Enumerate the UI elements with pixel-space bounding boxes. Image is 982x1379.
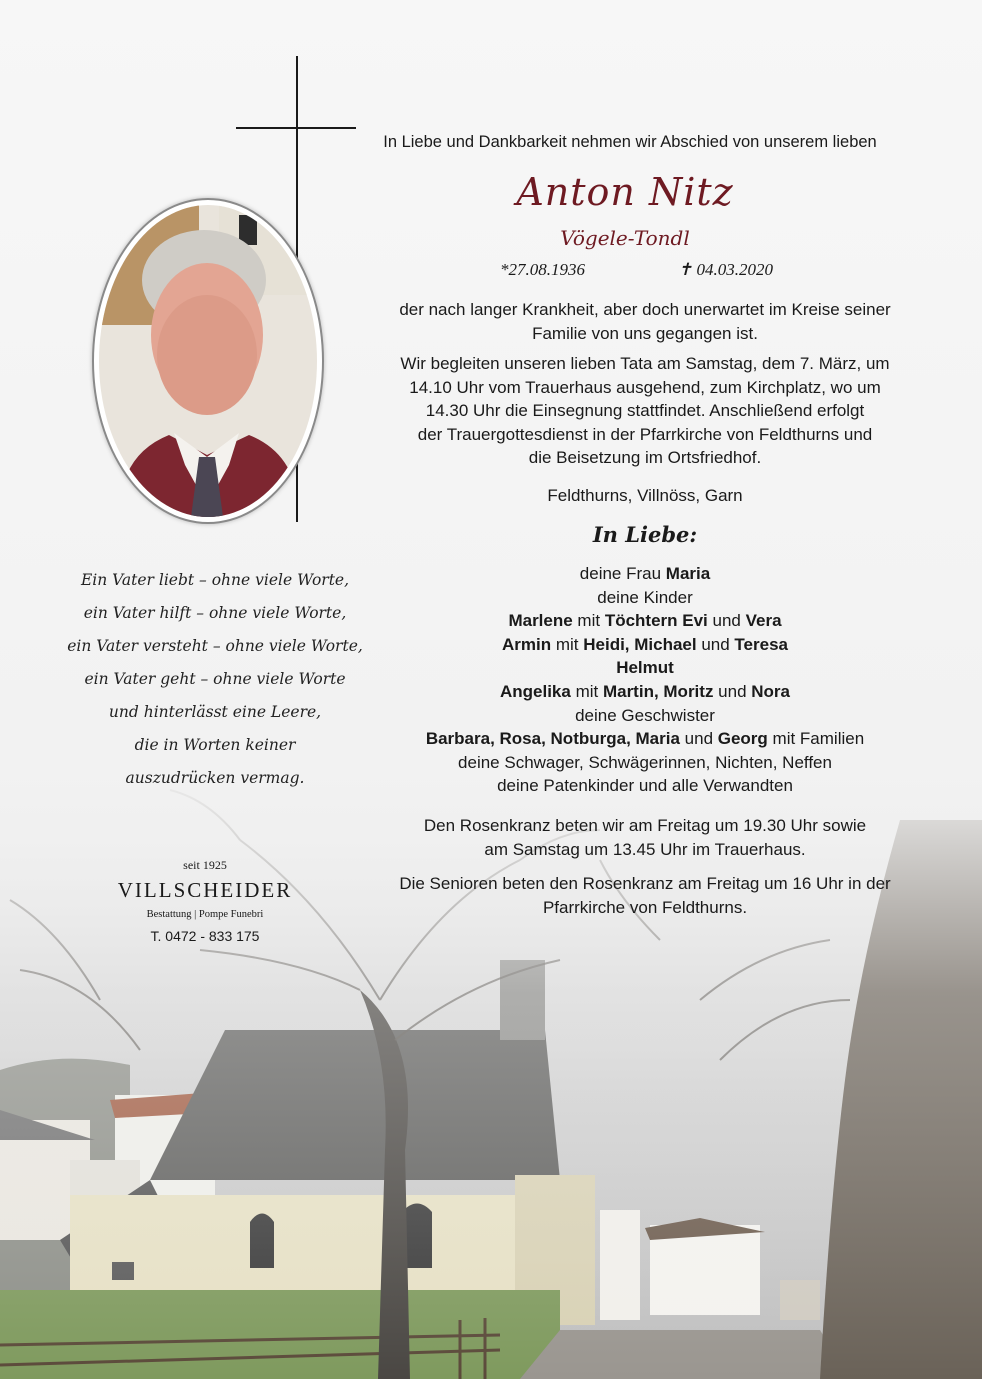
poem-line: Ein Vater liebt – ohne viele Worte,: [80, 571, 350, 589]
family-children-heading: deine Kinder: [597, 587, 693, 607]
funeral-home-name: VILLSCHEIDER: [117, 878, 293, 902]
memorial-poem: [30, 564, 400, 795]
text-line: 14.30 Uhr die Einsegnung stattfindet. Anschließend erfolgt: [425, 401, 865, 420]
places-line: Feldthurns, Villnöss, Garn: [547, 486, 743, 505]
text-line: Die Senioren beten den Rosenkranz am Freitag um 16 Uhr in der: [399, 874, 891, 893]
text-line: 14.10 Uhr vom Trauerhaus ausgehend, zum Kirchplatz, wo um: [409, 377, 881, 397]
text-line: die Beisetzung im Ortsfriedhof.: [528, 448, 762, 467]
text-line: Pfarrkirche von Feldthurns.: [542, 897, 748, 917]
poem-line: und hinterlässt eine Leere,: [108, 703, 322, 721]
poem-line: ein Vater geht – ohne viele Worte: [84, 670, 346, 688]
deceased-nickname: Vögele-Tondl: [560, 226, 690, 250]
text-line: der Trauergottesdienst in der Pfarrkirche von Feldthurns und: [417, 424, 873, 444]
in-liebe-heading: In Liebe:: [592, 522, 698, 547]
passing-paragraph: [380, 298, 910, 345]
portrait-photo: [99, 205, 317, 517]
seniors-paragraph: [380, 872, 910, 919]
funeral-home-since: seit 1925: [183, 858, 227, 872]
birth-date: *27.08.1936: [500, 260, 585, 279]
family-siblings-heading: deine Geschwister: [575, 705, 715, 725]
text-line: Den Rosenkranz beten wir am Freitag um 19.30 Uhr sowie: [423, 816, 867, 835]
poem-line: ein Vater versteht – ohne viele Worte,: [67, 637, 363, 655]
text-line: Wir begleiten unseren lieben Tata am Samstag, dem 7. März, um: [400, 354, 890, 373]
family-siblings-line: Barbara, Rosa, Notburga, Maria und Georg mit Familien: [425, 729, 865, 749]
family-child-line: Helmut: [616, 658, 674, 678]
family-child-line: Marlene mit Töchtern Evi und Vera: [508, 611, 782, 631]
poem-line: die in Worten keiner: [134, 736, 296, 754]
poem-line: ein Vater hilft – ohne viele Worte,: [83, 604, 347, 622]
family-inlaws-line: deine Schwager, Schwägerinnen, Nichten, Neffen: [458, 752, 832, 772]
rosary-paragraph: [380, 814, 910, 861]
poem-line: auszudrücken vermag.: [125, 769, 305, 787]
family-godchildren-line: deine Patenkinder und alle Verwandten: [497, 776, 793, 796]
funeral-home-phone: T. 0472 - 833 175: [150, 928, 260, 944]
funeral-home-tagline: Bestattung | Pompe Funebri: [146, 909, 264, 920]
death-date: ✝ 04.03.2020: [678, 260, 773, 279]
mourners-list: [380, 562, 910, 798]
cross-horizontal-bar: [236, 127, 356, 129]
text-line: am Samstag um 13.45 Uhr im Trauerhaus.: [484, 839, 806, 859]
text-line: der nach langer Krankheit, aber doch unerwartet im Kreise seiner: [399, 300, 891, 319]
deceased-name: Anton Nitz: [516, 170, 734, 214]
portrait-frame: [92, 198, 324, 524]
family-child-line: Angelika mit Martin, Moritz und Nora: [499, 681, 790, 701]
text-line: Familie von uns gegangen ist.: [532, 323, 758, 343]
ceremony-paragraph: [380, 352, 910, 470]
family-child-line: Armin mit Heidi, Michael und Teresa: [502, 634, 788, 654]
family-wife-line: deine Frau Maria: [579, 564, 711, 583]
intro-line: In Liebe und Dankbarkeit nehmen wir Abschied von unserem lieben: [383, 133, 877, 151]
